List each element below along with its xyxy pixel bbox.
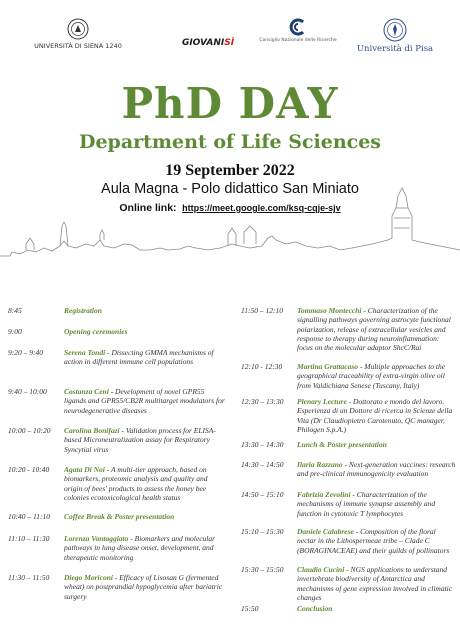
- item-time: 11:50 – 12:10: [241, 306, 283, 315]
- schedule-item: [241, 527, 456, 555]
- item-time: 11:10 – 11:30: [8, 534, 50, 543]
- item-time: 14:30 – 14:50: [241, 460, 284, 469]
- item-event: Lunch & Poster presentation: [297, 440, 387, 449]
- online-meeting-link[interactable]: https://meet.google.com/ksq-cqje-sjv: [182, 203, 341, 213]
- item-title: - A multi-tier approach, based on biomarkers, proteomic analysis and quality and origin of bees' products to assess the honey bee colonies ecotoxicological health status: [64, 465, 208, 502]
- item-time: 10:40 – 11:10: [8, 512, 50, 521]
- giovani-text: GIOVANI: [181, 38, 225, 48]
- item-time: 14:50 – 15:10: [241, 490, 284, 499]
- item-title: - Development of novel GPR55 ligands and GPR55/CB2R multitarget modulators for neurodegenerative diseases: [64, 387, 225, 415]
- item-time: 9:20 – 9:40: [8, 348, 43, 357]
- schedule-item: [241, 306, 456, 352]
- item-speaker: Serena Tondi: [64, 348, 106, 357]
- item-speaker: Plenary Lecture: [297, 397, 347, 406]
- schedule-item: [241, 604, 456, 613]
- item-time: 9:40 – 10:00: [8, 387, 47, 396]
- item-title: - Biomarkers and molecular pathways in lung disease onset, development, and therapeutic monitoring: [64, 534, 216, 562]
- siena-seal-icon: [67, 18, 89, 40]
- schedule-item: [8, 327, 226, 336]
- schedule-item: [241, 440, 456, 449]
- item-speaker: Claudio Cucini: [297, 565, 345, 574]
- item-title: - NGS applications to understand invertebrate biodiversity of Antarctica and mechanisms of gene expression involved in climatic changes: [297, 565, 453, 602]
- item-event: Coffee Break & Poster presentation: [64, 512, 175, 521]
- item-time: 12:30 – 13:30: [241, 397, 284, 406]
- item-speaker: Daniele Calabrese: [297, 527, 354, 536]
- schedule-item: [8, 534, 226, 562]
- pisa-logo-text: Università di Pisa: [356, 44, 434, 54]
- schedule-item: [8, 348, 226, 367]
- item-time: 8:45: [8, 306, 22, 315]
- item-speaker: Ilaria Razzano: [297, 460, 343, 469]
- siena-logo: [28, 18, 128, 50]
- item-time: 15:10 – 15:30: [241, 527, 284, 536]
- schedule-item: [8, 512, 226, 521]
- event-venue: Aula Magna - Polo didattico San Miniato: [101, 181, 359, 197]
- item-title: - Characterization of the mechanisms of immune synapse assembly and function in cytotoxic T lymphocytes: [297, 490, 436, 518]
- online-link-line: [0, 201, 460, 216]
- schedule-item: [241, 565, 456, 602]
- cnr-mark-icon: [288, 18, 308, 36]
- schedule-item: [241, 490, 456, 518]
- item-title: - Dissecting GMMA mechanisms of action in different immune cell populations: [64, 348, 214, 367]
- item-title: - Dottorato e mondo del lavoro. Esperienza di un Dottore di ricerca in Scienze della Vita (Dr Claudiopietro Carotenuto, QC manager, Philogen S.p.A.): [297, 397, 453, 434]
- item-title: - Next-generation vaccines: research and pre-clinical immunogenicity evaluation: [297, 460, 456, 479]
- item-time: 15:30 – 15:50: [241, 565, 284, 574]
- schedule-item: [8, 426, 226, 454]
- cnr-logo: [258, 18, 338, 43]
- item-speaker: Agata Di Noi: [64, 465, 105, 474]
- item-speaker: Lorenza Vantaggiato: [64, 534, 129, 543]
- item-time: 10:00 – 10:20: [8, 426, 51, 435]
- item-speaker: Martina Grattacaso: [297, 362, 359, 371]
- item-speaker: Fabrizia Zevolini: [297, 490, 351, 499]
- siena-logo-text: UNIVERSITÀ DI SIENA 1240: [34, 42, 122, 50]
- si-text: SÌ: [224, 38, 235, 48]
- schedule-item: [8, 387, 226, 415]
- schedule-item: [8, 573, 226, 601]
- item-title: - Multiple approaches to the geographical traceability of extra-virgin olive oil from Valdichiana Senese (Tuscany, Italy): [297, 362, 446, 390]
- schedule-item: [241, 460, 456, 479]
- item-speaker: Diego Moriconi: [64, 573, 113, 582]
- item-event: Opening ceremonies: [64, 327, 128, 336]
- pisa-logo: [355, 18, 435, 54]
- giovanisi-logo: [178, 30, 238, 49]
- item-time: 12:10 - 12:30: [241, 362, 283, 371]
- logo-bar: [0, 18, 460, 58]
- item-event: Registration: [64, 306, 102, 315]
- schedule-item: [8, 465, 226, 502]
- item-time: 11:30 – 11:50: [8, 573, 50, 582]
- cnr-logo-text: Consiglio Nazionale delle Ricerche: [259, 38, 337, 43]
- item-time: 15:50: [241, 604, 259, 613]
- schedule-item: [8, 306, 226, 315]
- item-title: - Characterization of the signalling pathways governing astrocyte functional polarization, release of extracellular vesicles and response to therapy during neuroinflammation: focus on the molecular adaptor ShcC/Rai: [297, 306, 451, 353]
- online-link-label: Online link:: [119, 202, 177, 214]
- page-title: PhD DAY: [121, 79, 339, 128]
- department-subtitle: Department of Life Sciences: [78, 131, 382, 153]
- item-speaker: Carolina Bonifazi: [64, 426, 120, 435]
- item-title: - Validation process for ELISA-based Microneutralization assay for Respiratory Syncytial virus: [64, 426, 216, 454]
- item-title: - Efficacy of Lisosan G (fermented wheat) on postprandial hypoglycemia after bariatric surgery: [64, 573, 223, 601]
- item-time: 13:30 – 14:30: [241, 440, 284, 449]
- schedule-item: [241, 362, 456, 390]
- item-speaker: Costanza Ceni: [64, 387, 109, 396]
- schedule-item: [241, 397, 456, 434]
- pisa-seal-icon: [383, 18, 407, 42]
- item-event: Conclusion: [297, 604, 333, 613]
- item-speaker: Tommaso Montecchi: [297, 306, 362, 315]
- event-date: 19 September 2022: [165, 162, 295, 179]
- item-time: 9:00: [8, 327, 22, 336]
- item-title: - Composition of the floral nectar in the Lithospermeae tribe – Clade C (BORAGINACEAE) and their guilds of pollinators: [297, 527, 450, 555]
- item-time: 10:20 - 10:40: [8, 465, 50, 474]
